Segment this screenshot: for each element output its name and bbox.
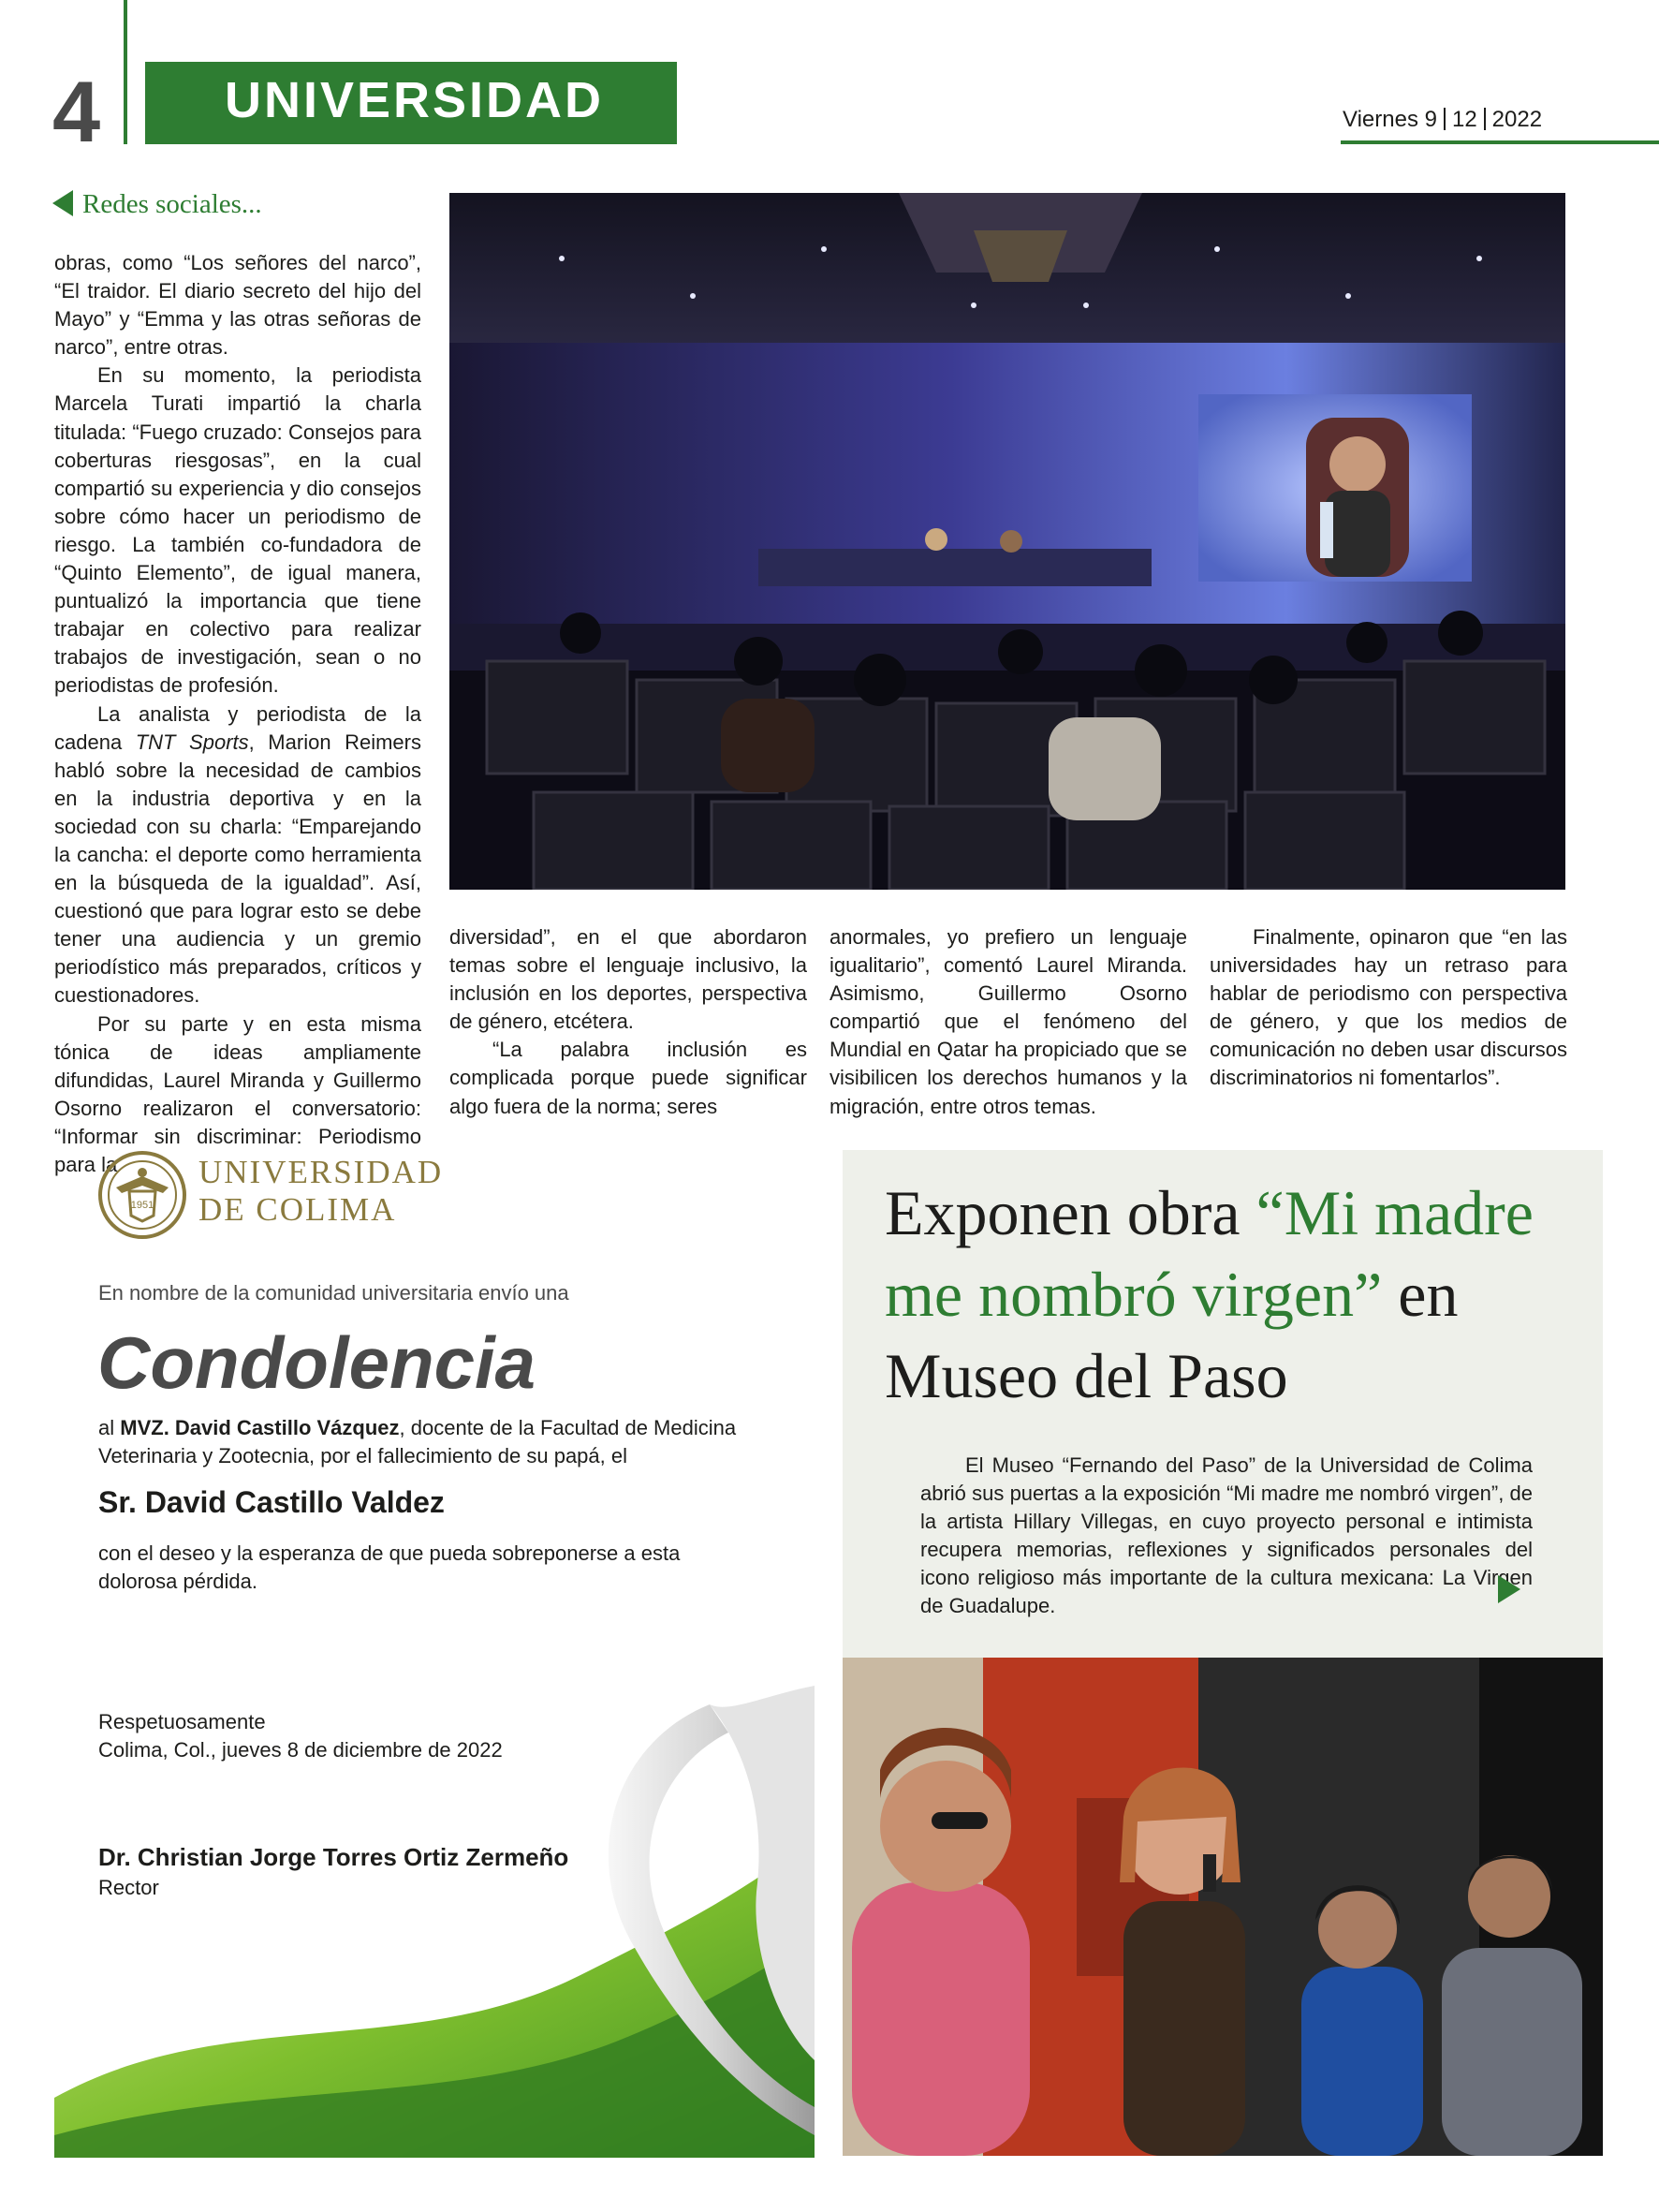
article-paragraph: “La palabra inclusión es complicada porque puede significar algo fuera de la norma; seres xyxy=(449,1038,807,1118)
article-paragraph: anormales, yo prefiero un lenguaje igualitario”, comentó Laurel Miranda. Asimismo, Guillermo Osorno compartió que el fenómeno del Mundial en Qatar ha propiciado que se visibilicen los derechos humanos y la migración, entre otros temas. xyxy=(830,925,1187,1118)
condolence-text: , docente de la Facultad de Medicina Veterinaria y Zootecnia, por el fallecimiento de su papá, el xyxy=(98,1416,737,1467)
university-wordmark xyxy=(198,1154,443,1229)
condolence-title: Condolencia xyxy=(97,1321,536,1404)
article-paragraph xyxy=(54,700,421,1010)
conference-photo xyxy=(449,193,1565,890)
condolence-body xyxy=(98,1414,772,1470)
article-paragraph: obras, como “Los señores del narco”, “El traidor. El diario secreto del hijo del Mayo” y “Emma y las otras señoras de narco”, entre otras. xyxy=(54,251,421,360)
date-month: 12 xyxy=(1451,107,1477,132)
continued-from-link[interactable] xyxy=(52,189,262,220)
condolence-wish: con el deseo y la esperanza de que pueda sobreponerse a esta dolorosa pérdida. xyxy=(98,1541,681,1593)
page-number: 4 xyxy=(52,65,101,160)
deceased-name: Sr. David Castillo Valdez xyxy=(98,1485,445,1519)
place-date: Colima, Col., jueves 8 de diciembre de 2022 xyxy=(98,1738,503,1762)
channel-name: TNT Sports xyxy=(135,730,249,754)
continued-label: Redes sociales... xyxy=(82,189,262,219)
condolence-text: al xyxy=(98,1416,121,1439)
exhibition-photo xyxy=(843,1658,1603,2156)
exhibition-paragraph: El Museo “Fernando del Paso” de la Universidad de Colima abrió sus puertas a la exposición “Mi madre me nombró virgen”, de la artista Hillary Villegas, en cuyo proyecto personal e intimista recupera memorias, reflexiones y significados personales del icono religioso más importante de la cultura mexicana: La Virgen de Guadalupe. xyxy=(920,1453,1533,1618)
exhibition-headline xyxy=(885,1172,1596,1417)
article-column-2 xyxy=(449,923,807,1121)
date-separator xyxy=(1484,108,1486,130)
date-day: Viernes 9 xyxy=(1343,107,1437,132)
article-column-4 xyxy=(1210,923,1567,1093)
wordmark-line-1: UNIVERSIDAD xyxy=(198,1154,444,1190)
article-paragraph: diversidad”, en el que abordaron temas sobre el lenguaje inclusivo, la inclusión en los deportes, perspectiva de género, etcétera. xyxy=(449,925,807,1034)
university-seal-logo xyxy=(97,1150,187,1240)
closing-word: Respetuosamente xyxy=(98,1710,266,1733)
headline-text: Exponen obra xyxy=(885,1177,1256,1248)
exhibition-body xyxy=(920,1452,1533,1621)
date-separator xyxy=(1444,108,1446,130)
article-paragraph: Finalmente, opinaron que “en las universidades hay un retraso para hablar de periodismo con perspectiva de género, y que los medios de comunicación no deben usar discursos discriminatorios ni fomentarlos”. xyxy=(1210,925,1567,1090)
issue-date xyxy=(1343,107,1542,133)
article-paragraph: En su momento, la periodista Marcela Turati impartió la charla titulada: “Fuego cruzado: Consejos para coberturas riesgosas”, en la cual compartió su experiencia y dio consejos sobre cómo hacer un periodismo de riesgo. La también co-fundadora de “Quinto Elemento”, de igual manera, puntualizó la importancia que tiene trabajar en colectivo para realizar trabajos de investigación, sean o no periodistas de profesión. xyxy=(54,363,421,698)
mourning-ribbon-graphic xyxy=(54,1667,815,2158)
date-underline xyxy=(1341,140,1659,144)
article-text: La analista y periodista de la cadena xyxy=(54,701,421,754)
back-arrow-icon xyxy=(52,190,73,216)
section-title: UNIVERSIDAD xyxy=(225,72,605,128)
condolence-recipient: MVZ. David Castillo Vázquez xyxy=(120,1416,400,1439)
date-year: 2022 xyxy=(1491,107,1543,132)
wordmark-line-2: DE COLIMA xyxy=(198,1191,397,1228)
article-column-3 xyxy=(830,923,1187,1121)
article-paragraph: Por su parte y en esta misma tónica de ideas ampliamente difundidas, Laurel Miranda y Guillermo Osorno realizaron el conversatorio: “Informar sin discriminar: Periodismo para la xyxy=(54,1011,421,1176)
headline-work-title: “Mi madre me nombró virgen” xyxy=(885,1177,1534,1330)
continue-arrow-icon[interactable] xyxy=(1498,1575,1520,1603)
headline-text: en Museo del Paso xyxy=(885,1259,1459,1411)
article-text: , Marion Reimers habló sobre la necesidad de cambios en la industria deportiva y en la sociedad con su charla: “Emparejando la cancha: el deporte como herramienta en la búsqueda de la igualdad”. Así, cuestionó que para lograr esto se debe tener una audiencia y un gremio periodístico más preparados, críticos y cuestionadores. xyxy=(54,730,421,1008)
header-vertical-rule xyxy=(124,0,127,144)
seal-year: 1951 xyxy=(130,1200,154,1211)
condolence-intro: En nombre de la comunidad universitaria envío una xyxy=(98,1281,569,1305)
article-column-1 xyxy=(54,249,421,1179)
signer-role: Rector xyxy=(98,1876,159,1899)
signer-name: Dr. Christian Jorge Torres Ortiz Zermeño xyxy=(98,1843,569,1871)
